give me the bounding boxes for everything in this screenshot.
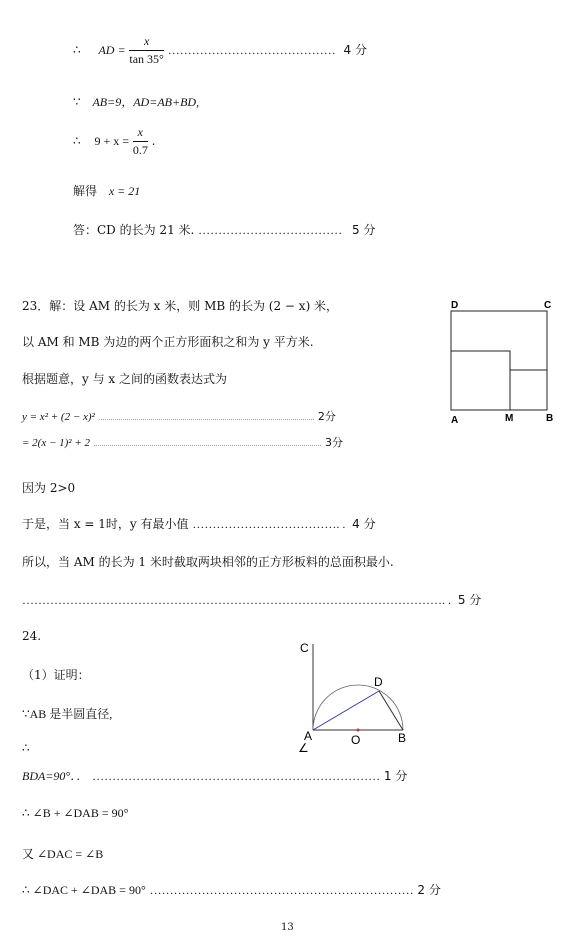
- chord-ad: [313, 691, 379, 730]
- solve-label: 解得: [73, 184, 98, 198]
- q22-line4: [73, 182, 140, 199]
- q22-line1: [73, 34, 367, 67]
- q24-line6: 又 ∠DAC = ∠B: [22, 847, 104, 861]
- q24-line4: [22, 767, 407, 784]
- equation-lhs: 9 + x =: [94, 134, 130, 148]
- q23-line3: 根据题意，y 与 x 之间的函数表达式为: [22, 372, 227, 386]
- label-b: B: [546, 413, 554, 424]
- q22-line2: [73, 93, 199, 110]
- score-label: 4 分: [343, 43, 367, 57]
- therefore-symbol: ∴: [73, 43, 81, 57]
- fraction-denominator: 0.7: [132, 143, 148, 157]
- solution: x = 21: [108, 184, 141, 198]
- score-label: 2 分: [417, 883, 441, 897]
- score-label: 1 分: [383, 769, 408, 783]
- function-expression: y = x² + (2 − x)²: [22, 411, 95, 423]
- q24-line5: ∴ ∠B + ∠DAB = 90°: [22, 806, 129, 820]
- q24-line7: [22, 881, 441, 898]
- score-label: 5 分: [352, 223, 376, 237]
- answer-text: 答：CD 的长为 21 米.: [73, 223, 195, 237]
- leader-dots: ……………………………………………………………………………………………………: [93, 442, 322, 448]
- fraction-numerator: x: [129, 34, 163, 51]
- leader-dots: ………………………………. .: [192, 517, 346, 531]
- ad-lhs: AD =: [98, 43, 126, 57]
- completed-square-expression: = 2(x − 1)² + 2: [22, 437, 91, 449]
- label-m: M: [505, 413, 514, 424]
- q23-line2: 以 AM 和 MB 为边的两个正方形面积之和为 y 平方米.: [22, 335, 314, 349]
- q23-line1: 23．解：设 AM 的长为 x 米，则 MB 的长为 (2 − x) 米，: [22, 299, 339, 313]
- q24-line1: （1）证明：: [22, 668, 90, 682]
- q23-line4: 因为 2>0: [22, 481, 76, 495]
- q23-line7: [22, 591, 481, 608]
- q22-line5: [73, 221, 375, 238]
- score-label: 5 分: [457, 593, 482, 607]
- fraction-denominator: tan 35°: [129, 52, 164, 66]
- fraction: [129, 34, 163, 67]
- center-point-o: [357, 729, 360, 732]
- q24-number: 24.: [22, 629, 42, 643]
- minimum-statement: 于是，当 x = 1时，y 有最小值: [22, 517, 189, 531]
- large-square-outline: [451, 311, 547, 410]
- chord-db: [379, 691, 403, 730]
- leader-dots: ……………………………………: [167, 43, 336, 57]
- leader-dots: ………………………………………………………………: [92, 769, 381, 783]
- angle-mark: ∠: [298, 741, 309, 754]
- period: .: [151, 134, 156, 148]
- angle-sum-statement: ∴ ∠DAC + ∠DAB = 90°: [22, 883, 146, 897]
- q24-line3: ∴: [22, 741, 30, 755]
- therefore-symbol: ∴: [73, 134, 81, 148]
- fraction-numerator: x: [133, 125, 148, 142]
- label-o: O: [351, 733, 361, 747]
- given-condition: AB=9，AD=AB+BD,: [92, 95, 200, 109]
- right-angle-statement: BDA=90°．．: [22, 769, 89, 783]
- q23-eq1: [22, 408, 336, 424]
- score-label: 2分: [317, 410, 336, 423]
- q23-square-figure: [444, 296, 556, 426]
- label-c: C: [544, 300, 552, 311]
- q22-line3: [73, 125, 156, 158]
- label-b: B: [398, 731, 407, 745]
- label-d: D: [451, 300, 459, 311]
- score-label: 4 分: [352, 517, 376, 531]
- leader-dots: …………………………………………………………: [149, 883, 414, 897]
- leader-dots: ………………………………: [198, 223, 343, 237]
- leader-dots: ………………………………………………………………………………………………: [98, 416, 315, 422]
- leader-dots: ……………………………………………………………………………………………. .: [22, 593, 451, 607]
- q23-line6: 所以，当 AM 的长为 1 米时截取两块相邻的正方形板料的总面积最小.: [22, 555, 394, 569]
- q24-semicircle-figure: [296, 636, 414, 754]
- q23-line5: [22, 515, 376, 532]
- label-a: A: [451, 415, 459, 426]
- fraction: [133, 125, 148, 158]
- q23-eq2: [22, 434, 343, 450]
- score-label: 3分: [325, 436, 344, 449]
- q24-line2: ∵AB 是半圆直径,: [22, 707, 113, 721]
- page-number: 13: [281, 922, 294, 933]
- because-symbol: ∵: [73, 95, 81, 109]
- label-d: D: [374, 675, 383, 689]
- label-c: C: [300, 641, 309, 655]
- am-square: [451, 351, 510, 410]
- label-a: A: [304, 729, 313, 743]
